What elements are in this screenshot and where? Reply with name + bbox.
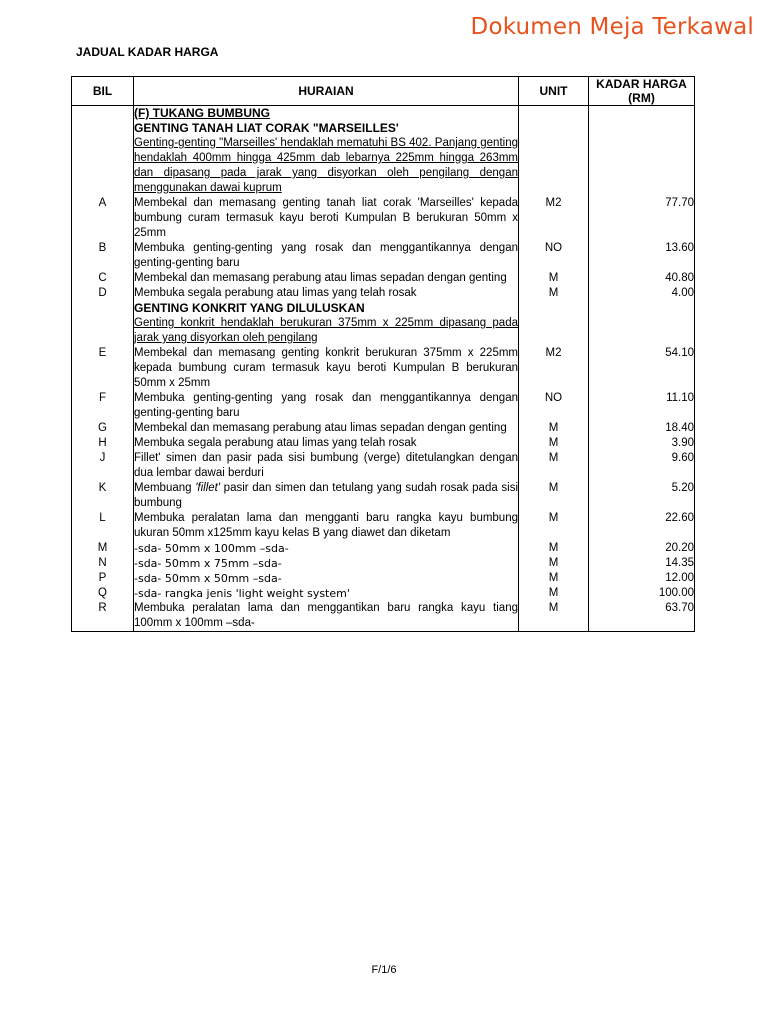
- row-rate: 100.00: [589, 586, 695, 601]
- row-desc-post: pasir dan simen dan tetulang yang sudah rosak pada sisi bumbung: [134, 482, 518, 509]
- row-rate: 9.60: [589, 451, 695, 481]
- row-bil: J: [72, 451, 134, 481]
- row-bil: P: [72, 571, 134, 586]
- row-rate: 22.60: [589, 511, 695, 541]
- watermark: Dokumen Meja Terkawal: [470, 14, 754, 40]
- row-desc: -sda- 50mm x 50mm –sda-: [134, 571, 519, 586]
- table-row: [72, 391, 695, 421]
- header-kadar-line1: KADAR HARGA: [596, 77, 687, 91]
- row-unit: M: [519, 421, 589, 436]
- row-unit: NO: [519, 241, 589, 271]
- table-row: [72, 571, 695, 586]
- row-rate: 14.35: [589, 556, 695, 571]
- table-row: [72, 271, 695, 286]
- group1-note: Genting-genting "Marseilles' hendaklah mematuhi BS 402. Panjang genting hendaklah 400mm hingga 425mm dab lebarnya 225mm hingga 263mm dan dipasang pada jarak yang disyorkan oleh pengilang dengan menggunakan dawai kuprum: [134, 137, 518, 194]
- row-unit: M: [519, 571, 589, 586]
- row-unit: NO: [519, 391, 589, 421]
- table-row: [72, 451, 695, 481]
- table-row: [72, 241, 695, 271]
- row-unit: M: [519, 586, 589, 601]
- row-desc-emphasis: 'fillet': [195, 482, 221, 494]
- row-desc-pre: Membuang: [134, 482, 196, 494]
- document-title: JADUAL KADAR HARGA: [76, 45, 219, 59]
- group2-note: Genting konkrit hendaklah berukuran 375mm x 225mm dipasang pada jarak yang disyorkan oleh pengilang: [134, 317, 518, 344]
- header-bil: BIL: [72, 77, 134, 106]
- header-kadar-harga: [589, 77, 695, 106]
- row-unit: M2: [519, 346, 589, 391]
- rates-table: [71, 76, 695, 632]
- row-desc: -sda- 50mm x 75mm –sda-: [134, 556, 519, 571]
- table-row: [72, 481, 695, 511]
- group-title-row: [72, 121, 695, 136]
- row-bil: R: [72, 601, 134, 632]
- row-bil: G: [72, 421, 134, 436]
- section-title: (F) TUKANG BUMBUNG: [134, 106, 519, 122]
- row-bil: B: [72, 241, 134, 271]
- row-unit: M: [519, 541, 589, 556]
- row-desc: -sda- rangka jenis 'light weight system': [134, 586, 519, 601]
- group-title-row: [72, 301, 695, 316]
- row-bil: N: [72, 556, 134, 571]
- header-huraian: HURAIAN: [134, 77, 519, 106]
- row-unit: M: [519, 451, 589, 481]
- row-bil: A: [72, 196, 134, 241]
- row-bil: Q: [72, 586, 134, 601]
- row-desc: Membuka segala perabung atau limas yang telah rosak: [134, 286, 519, 301]
- row-unit: M: [519, 601, 589, 632]
- table-row: [72, 421, 695, 436]
- table-row: [72, 511, 695, 541]
- row-rate: 4.00: [589, 286, 695, 301]
- header-unit: UNIT: [519, 77, 589, 106]
- section-row: [72, 106, 695, 122]
- table-row: [72, 286, 695, 301]
- row-bil: D: [72, 286, 134, 301]
- row-desc: Membuka segala perabung atau limas yang telah rosak: [134, 436, 519, 451]
- group-note-row: [72, 136, 695, 196]
- row-unit: M: [519, 436, 589, 451]
- table-row: [72, 601, 695, 632]
- row-rate: 11.10: [589, 391, 695, 421]
- row-bil: E: [72, 346, 134, 391]
- table-row: [72, 196, 695, 241]
- row-desc: Membuka peralatan lama dan mengganti baru rangka kayu bumbung ukuran 50mm x125mm kayu kelas B yang diawet dan diketam: [134, 512, 518, 539]
- table-row: [72, 556, 695, 571]
- row-rate: 5.20: [589, 481, 695, 511]
- row-rate: 54.10: [589, 346, 695, 391]
- row-rate: 18.40: [589, 421, 695, 436]
- row-unit: M: [519, 556, 589, 571]
- row-bil: M: [72, 541, 134, 556]
- row-bil: F: [72, 391, 134, 421]
- row-rate: 40.80: [589, 271, 695, 286]
- row-desc: -sda- 50mm x 100mm –sda-: [134, 541, 519, 556]
- row-desc: Membuka peralatan lama dan menggantikan baru rangka kayu tiang 100mm x 100mm –sda-: [134, 601, 519, 632]
- row-rate: 63.70: [589, 601, 695, 632]
- row-desc: Membekal dan memasang genting konkrit berukuran 375mm x 225mm kepada bumbung curam termasuk kayu beroti Kumpulan B berukuran 50mm x 25mm: [134, 347, 518, 389]
- row-desc: Fillet' simen dan pasir pada sisi bumbung (verge) ditetulangkan dengan dua lembar dawai berduri: [134, 452, 518, 479]
- row-desc: Membekal dan memasang perabung atau limas sepadan dengan genting: [134, 421, 519, 436]
- row-unit: M: [519, 286, 589, 301]
- row-bil: C: [72, 271, 134, 286]
- row-rate: 12.00: [589, 571, 695, 586]
- page-number: F/1/6: [371, 964, 397, 976]
- group2-title: GENTING KONKRIT YANG DILULUSKAN: [134, 301, 519, 316]
- row-rate: 77.70: [589, 196, 695, 241]
- row-rate: 20.20: [589, 541, 695, 556]
- row-unit: M: [519, 481, 589, 511]
- table-row: [72, 586, 695, 601]
- row-rate: 13.60: [589, 241, 695, 271]
- row-desc: Membuka genting-genting yang rosak dan menggantikannya dengan genting-genting baru: [134, 392, 518, 419]
- table-row: [72, 436, 695, 451]
- row-desc: [134, 481, 519, 511]
- header-kadar-line2: (RM): [628, 91, 655, 105]
- table-row: [72, 346, 695, 391]
- row-unit: M2: [519, 196, 589, 241]
- header-row: [72, 77, 695, 106]
- table-row: [72, 541, 695, 556]
- group1-title: GENTING TANAH LIAT CORAK "MARSEILLES': [134, 121, 519, 136]
- row-unit: M: [519, 511, 589, 541]
- row-desc: Membekal dan memasang perabung atau limas sepadan dengan genting: [134, 271, 519, 286]
- group-note-row: [72, 316, 695, 346]
- row-desc: Membekal dan memasang genting tanah liat corak 'Marseilles' kepada bumbung curam termasuk kayu beroti Kumpulan B berukuran 50mm x 25mm: [134, 197, 518, 239]
- row-bil: K: [72, 481, 134, 511]
- row-desc: Membuka genting-genting yang rosak dan menggantikannya dengan genting-genting baru: [134, 242, 518, 269]
- row-rate: 3.90: [589, 436, 695, 451]
- row-bil: L: [72, 511, 134, 541]
- row-unit: M: [519, 271, 589, 286]
- row-bil: H: [72, 436, 134, 451]
